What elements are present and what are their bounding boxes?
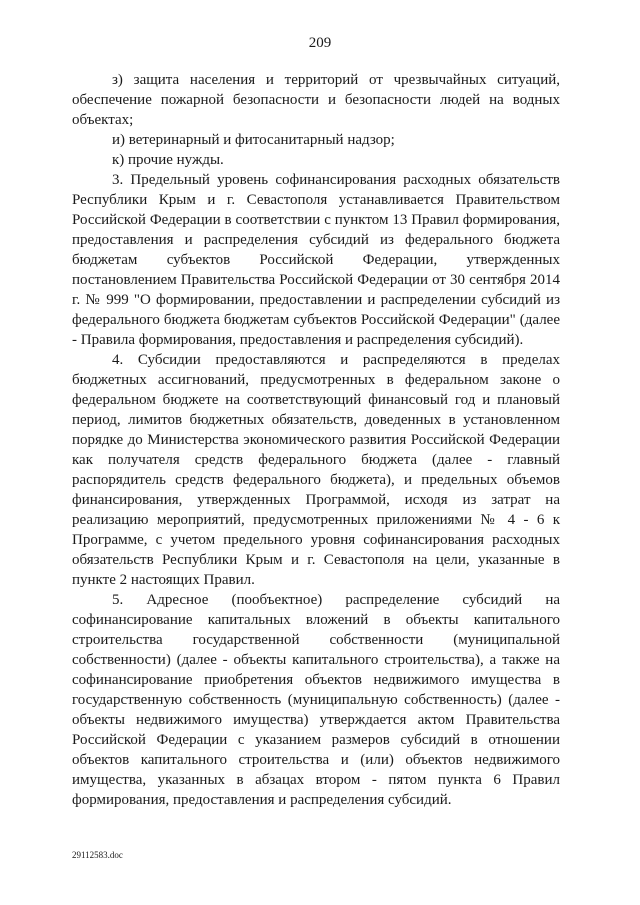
paragraph-clause-4: 4. Субсидии предоставляются и распределяются в пределах бюджетных ассигнований, предусмотренных в федеральном законе о федеральном бюджете на соответствующий финансовый год и плановый период, лимитов бюджетных обязательств, доведенных в установленном порядке до Министерства экономического развития Российской Федерации как получателя средств федерального бюджета (далее - главный распорядитель средств федерального бюджета), и предельных объемов финансирования, утвержденных Программой, исходя из затрат на реализацию мероприятий, предусмотренных приложениями № 4 - 6 к Программе, с учетом предельного уровня софинансирования расходных обязательств Республики Крым и г. Севастополя на цели, указанные в пункте 2 настоящих Правил. (72, 352, 560, 588)
paragraph-item-i: и) ветеринарный и фитосанитарный надзор; (112, 132, 395, 148)
paragraph-item-k: к) прочие нужды. (112, 152, 224, 168)
paragraph-clause-5: 5. Адресное (пообъектное) распределение субсидий на софинансирование капитальных вложений в объекты капитального строительства государственной собственности (муниципальной собственности) (далее - объекты капитального строительства), а также на софинансирование приобретения объектов недвижимого имущества в государственную собственность (муниципальную собственность) (далее - объекты недвижимого имущества) утверждается актом Правительства Российской Федерации с указанием размеров субсидий в отношении объектов капитального строительства и (или) объектов недвижимого имущества, указанных в абзацах втором - пятом пункта 6 Правил формирования, предоставления и распределения субсидий. (72, 592, 560, 808)
document-body (72, 70, 560, 810)
page-number: 209 (308, 35, 332, 51)
document-file-id: 29112583.doc (72, 850, 123, 860)
paragraph-item-z: з) защита населения и территорий от чрезвычайных ситуаций, обеспечение пожарной безопасности и безопасности людей на водных объектах; (72, 72, 560, 128)
paragraph-clause-3: 3. Предельный уровень софинансирования расходных обязательств Республики Крым и г. Севастополя устанавливается Правительством Российской Федерации в соответствии с пунктом 13 Правил формирования, предоставления и распределения субсидий из федерального бюджета бюджетам субъектов Российской Федерации, утвержденных постановлением Правительства Российской Федерации от 30 сентября 2014 г. № 999 "О формировании, предоставлении и распределении субсидий из федерального бюджета бюджетам субъектов Российской Федерации" (далее - Правила формирования, предоставления и распределения субсидий). (72, 172, 560, 348)
